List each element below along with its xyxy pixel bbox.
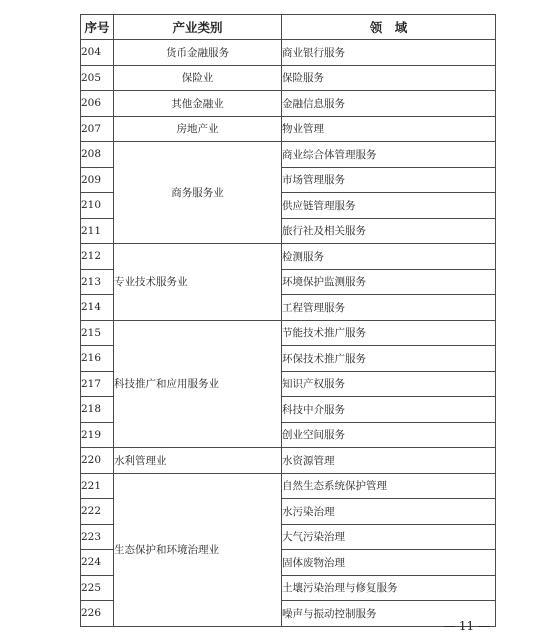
row-field: 市场管理服务 [282, 167, 496, 193]
row-number: 211 [81, 218, 114, 244]
row-field: 环境保护监测服务 [282, 269, 496, 295]
row-field: 节能技术推广服务 [282, 320, 496, 346]
row-field: 保险服务 [282, 65, 496, 91]
row-field: 固体废物治理 [282, 550, 496, 576]
header-industry-category: 产业类别 [114, 15, 282, 40]
table-row [81, 40, 496, 66]
header-serial-number: 序号 [81, 15, 114, 40]
row-field: 供应链管理服务 [282, 193, 496, 219]
row-field: 噪声与振动控制服务 [282, 601, 496, 627]
row-number: 215 [81, 320, 114, 346]
table-row [81, 65, 496, 91]
row-field: 旅行社及相关服务 [282, 218, 496, 244]
row-field: 知识产权服务 [282, 371, 496, 397]
row-field: 物业管理 [282, 116, 496, 142]
row-number: 226 [81, 601, 114, 627]
row-category: 房地产业 [114, 116, 282, 142]
row-category: 专业技术服务业 [114, 244, 282, 321]
row-field: 金融信息服务 [282, 91, 496, 117]
table-row [81, 91, 496, 117]
row-number: 207 [81, 116, 114, 142]
header-field: 领 域 [282, 15, 496, 40]
table-row [81, 244, 496, 270]
row-category: 货币金融服务 [114, 40, 282, 66]
row-field: 土壤污染治理与修复服务 [282, 575, 496, 601]
row-number: 220 [81, 448, 114, 474]
row-number: 216 [81, 346, 114, 372]
row-number: 214 [81, 295, 114, 321]
table-row [81, 473, 496, 499]
row-field: 大气污染治理 [282, 524, 496, 550]
page-number: — 11 — [443, 619, 490, 633]
row-category: 保险业 [114, 65, 282, 91]
row-number: 213 [81, 269, 114, 295]
table-row [81, 320, 496, 346]
industry-catalog-table [80, 14, 496, 627]
row-number: 223 [81, 524, 114, 550]
row-number: 210 [81, 193, 114, 219]
row-number: 225 [81, 575, 114, 601]
row-category: 科技推广和应用服务业 [114, 320, 282, 448]
row-number: 218 [81, 397, 114, 423]
row-number: 222 [81, 499, 114, 525]
row-field: 商业银行服务 [282, 40, 496, 66]
row-number: 205 [81, 65, 114, 91]
row-category: 水利管理业 [114, 448, 282, 474]
row-field: 环保技术推广服务 [282, 346, 496, 372]
row-number: 219 [81, 422, 114, 448]
row-field: 自然生态系统保护管理 [282, 473, 496, 499]
row-number: 221 [81, 473, 114, 499]
table-row [81, 448, 496, 474]
row-field: 水资源管理 [282, 448, 496, 474]
row-number: 208 [81, 142, 114, 168]
row-category: 生态保护和环境治理业 [114, 473, 282, 626]
row-number: 206 [81, 91, 114, 117]
table-row [81, 116, 496, 142]
table-row [81, 142, 496, 168]
row-number: 224 [81, 550, 114, 576]
row-field: 商业综合体管理服务 [282, 142, 496, 168]
row-field: 科技中介服务 [282, 397, 496, 423]
row-number: 209 [81, 167, 114, 193]
row-category: 商务服务业 [114, 142, 282, 244]
table-header-row [81, 15, 496, 40]
row-field: 创业空间服务 [282, 422, 496, 448]
row-field: 水污染治理 [282, 499, 496, 525]
row-number: 217 [81, 371, 114, 397]
row-category: 其他金融业 [114, 91, 282, 117]
row-field: 检测服务 [282, 244, 496, 270]
row-number: 212 [81, 244, 114, 270]
row-number: 204 [81, 40, 114, 66]
row-field: 工程管理服务 [282, 295, 496, 321]
